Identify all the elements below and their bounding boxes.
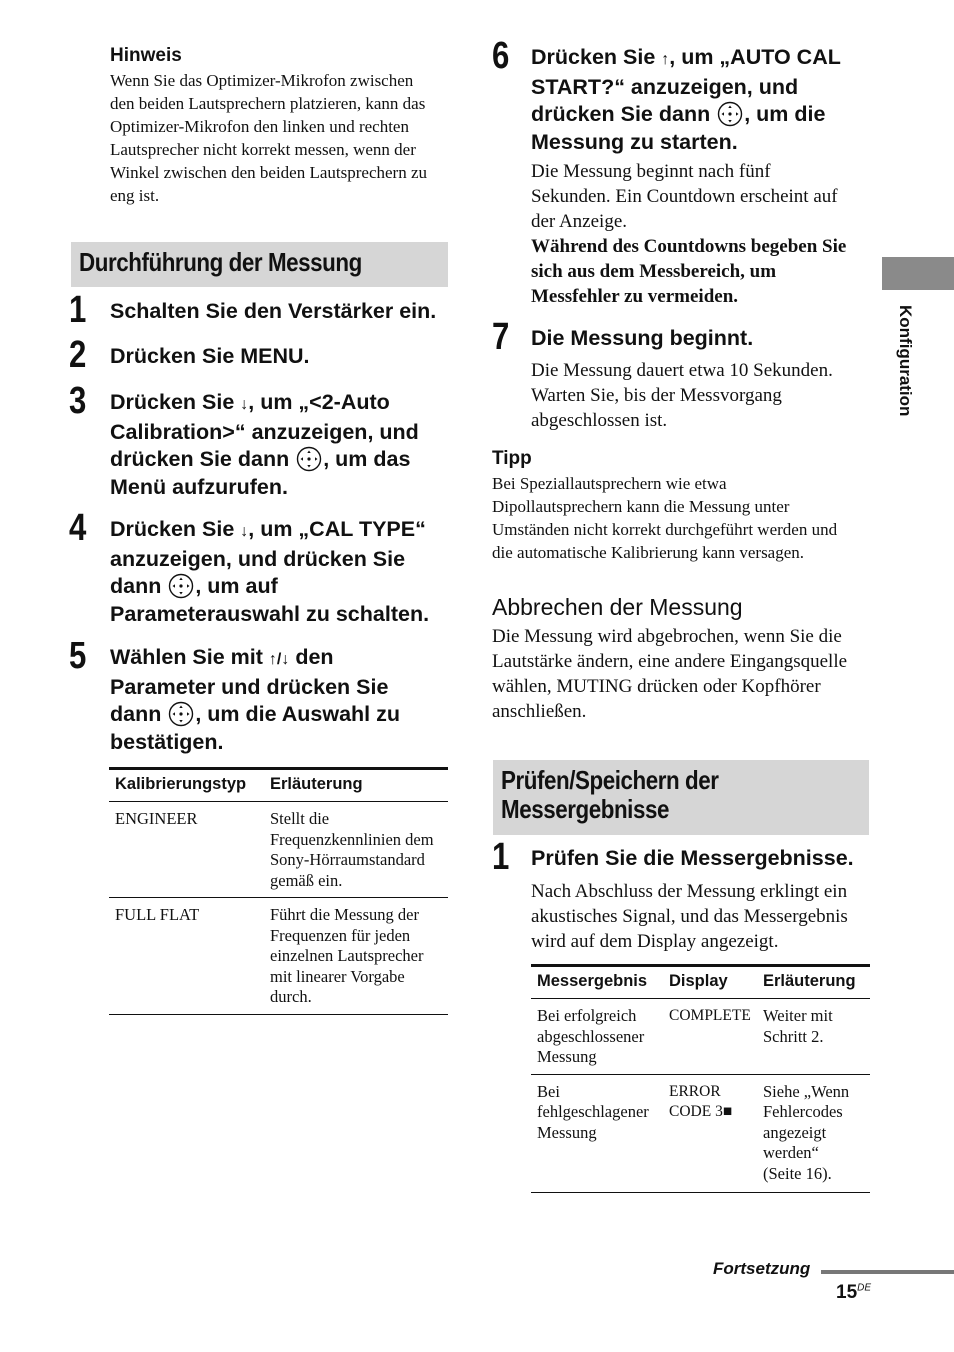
cell-line: (Seite 16). [763,1163,832,1183]
enter-circle-icon [168,573,194,599]
cell-line: werden“ [763,1143,819,1162]
text-run: drücken Sie dann [531,102,717,126]
step-7-body [531,358,876,433]
cell-line: Frequenzkennlinien dem [270,829,434,849]
up-arrow-icon: ↑ [661,51,670,68]
table-cell-display [663,999,757,1075]
enter-circle-icon [168,701,194,727]
cell-line: Schritt 2. [763,1026,824,1046]
body-line: Sekunden. Ein Countdown erscheint auf [531,186,838,207]
step-5-text [110,644,455,756]
down-arrow-icon: ↓ [240,523,249,540]
step-3-text [110,389,455,501]
table-header-row [531,966,870,999]
tipp-line: Bei Speziallautsprechern wie etwa [492,474,727,493]
text-run: Parameterauswahl zu schalten. [110,601,430,626]
section-title-line: Prüfen/Speichern der [501,765,719,795]
step-number: 3 [69,380,87,422]
cell-line: angezeigt [763,1122,827,1142]
text-run: , um „CAL TYPE“ [248,517,426,541]
result-table [531,964,870,1193]
page-number [836,1282,871,1304]
hinweis-line: eng ist. [110,186,160,205]
step-r1-body [531,879,876,954]
step-number: 1 [492,836,510,878]
cell-line: Frequenzen für jeden [270,925,411,945]
calibration-type-table [109,767,448,1015]
body-line: akustisches Signal, und das Messergebnis [531,906,848,927]
side-tab-marker [882,257,954,290]
step-7-title: Die Messung beginnt. [531,326,754,350]
body-line: Lautstärke ändern, eine andere Eingangsquelle [492,651,848,672]
section-title-line: Messergebnisse [501,794,669,824]
step-number: 5 [69,635,87,677]
table-cell-result [531,999,663,1075]
abbrechen-heading: Abbrechen der Messung [492,594,743,620]
cell-line: gemäß ein. [270,870,343,890]
text-run: , um auf [195,574,278,598]
cell-line: Siehe „Wenn [763,1081,850,1101]
tipp-line: Dipollautsprechern kann die Messung unter [492,497,790,516]
abbrechen-body [492,624,877,724]
table-row [109,898,448,1015]
step-1-text: Schalten Sie den Verstärker ein. [110,299,437,323]
table-header: Erläuterung [757,966,870,999]
hinweis-line: Wenn Sie das Optimizer-Mikrofon zwischen [110,71,414,90]
down-arrow-icon: ↓ [240,396,249,413]
hinweis-note [110,45,455,207]
cell-line: CODE 3 [669,1103,723,1120]
cell-line: Bei [537,1081,560,1101]
body-line: Warten Sie, bis der Messvorgang [531,385,782,406]
cell-line: ERROR [669,1082,721,1100]
text-run: bestätigen. [110,729,224,754]
step-number: 2 [69,334,87,376]
text-run: den [289,645,334,669]
text-run: Calibration>“ anzuzeigen, und [110,419,419,444]
table-cell-type: ENGINEER [109,802,264,898]
table-cell-desc [757,999,870,1075]
table-header: Erläuterung [264,769,448,802]
cell-line: Führt die Messung der [270,905,419,924]
cell-line: COMPLETE [669,1007,751,1024]
table-cell-desc [264,898,448,1015]
text-run: , um „<2-Auto [248,390,390,414]
body-line: Die Messung wird abgebrochen, wenn Sie die [492,626,842,647]
cell-line: Stellt die [270,809,330,828]
cell-line: fehlgeschlagener [537,1102,649,1121]
step-number: 1 [69,289,87,331]
tipp-note [492,448,872,564]
cell-line: Bei erfolgreich [537,1006,637,1025]
text-run: Menü aufzurufen. [110,474,288,499]
text-run: , um die Auswahl zu [195,702,401,726]
continued-bar [821,1270,954,1274]
text-run: anzuzeigen, und drücken Sie [110,546,406,571]
cell-line: Sony-Hörraumstandard [270,850,425,869]
warning-line: sich aus dem Messbereich, um [531,261,777,282]
table-header: Kalibrierungstyp [109,769,264,802]
body-line: anschließen. [492,701,587,722]
step-4-text [110,516,455,628]
section-title: Durchführung der Messung [79,247,362,277]
warning-line: Während des Countdowns begeben Sie [531,236,847,257]
text-run: dann [110,574,168,598]
body-line: der Anzeige. [531,211,628,232]
step-6-body [531,159,876,309]
enter-circle-icon [717,101,743,127]
tipp-title: Tipp [492,448,532,469]
table-cell-type: FULL FLAT [109,898,264,1015]
table-cell-desc [264,802,448,898]
cell-line: abgeschlossener [537,1026,645,1046]
table-cell-display [663,1074,757,1193]
table-row [531,1074,870,1193]
table-cell-desc [757,1074,870,1193]
step-r1-title: Prüfen Sie die Messergebnisse. [531,846,854,870]
text-run: Drücken Sie [110,517,241,541]
side-tab-label: Konfiguration [896,305,915,417]
text-run: , um die [744,102,826,126]
page-number-value: 15 [836,1282,858,1303]
body-line: wählen, MUTING drücken oder Kopfhörer [492,676,821,697]
body-line: Nach Abschluss der Messung erklingt ein [531,881,848,902]
continued-label: Fortsetzung [713,1259,811,1278]
hinweis-text [110,69,455,207]
tipp-text [492,472,872,564]
step-number: 4 [69,507,87,549]
text-run: drücken Sie dann [110,447,296,471]
enter-circle-icon [296,446,322,472]
step-6-text [531,44,871,156]
text-run: Drücken Sie [531,45,662,69]
section-heading-durchfuehrung [71,242,448,287]
text-run: Messung zu starten. [531,129,738,154]
body-line: Die Messung beginnt nach fünf [531,161,771,182]
cell-line: Weiter mit [763,1006,833,1025]
table-row [531,999,870,1075]
step-number: 6 [492,35,510,77]
warning-line: Messfehler zu vermeiden. [531,286,739,307]
hinweis-line: Lautsprecher nicht korrekt messen, wenn der [110,140,416,159]
step-number: 7 [492,316,510,358]
cell-line: einzelnen Lautsprecher [270,946,424,965]
hinweis-line: Winkel zwischen den beiden Lautsprechern zu [110,163,427,182]
body-line: abgeschlossen ist. [531,410,668,431]
table-row [109,802,448,898]
hinweis-title: Hinweis [110,45,182,66]
cell-line: mit linearer Vorgabe [270,966,405,986]
cell-line: Messung [537,1047,597,1066]
table-header: Messergebnis [531,966,663,999]
tipp-line: die automatische Kalibrierung kann versagen. [492,543,805,562]
body-line: wird auf dem Display angezeigt. [531,931,779,952]
up-down-arrow-icon: ↑/↓ [268,651,290,668]
cell-line: Fehlercodes [763,1102,843,1121]
body-line: Die Messung dauert etwa 10 Sekunden. [531,360,833,381]
tipp-line: Umständen nicht korrekt durchgeführt werden und [492,520,838,539]
hinweis-line: den beiden Lautsprechern platzieren, kann das [110,94,426,113]
cell-line: Messung [537,1122,597,1142]
table-cell-result [531,1074,663,1193]
text-run: , um „AUTO CAL [669,45,841,69]
end-square-icon: ■ [722,1103,733,1120]
text-run: Parameter und drücken Sie [110,674,389,699]
text-run: Wählen Sie mit [110,645,269,669]
section-heading-pruefen [493,760,869,835]
text-run: START?“ anzuzeigen, und [531,74,799,99]
text-run: , um das [323,447,411,471]
hinweis-line: Optimizer-Mikrofon den linken und rechten [110,117,409,136]
step-2-text: Drücken Sie MENU. [110,344,310,368]
cell-line: durch. [270,987,312,1006]
text-run: dann [110,702,168,726]
table-header-row [109,769,448,802]
page-language-suffix: DE [857,1282,872,1294]
text-run: Drücken Sie [110,390,241,414]
table-header: Display [663,966,757,999]
